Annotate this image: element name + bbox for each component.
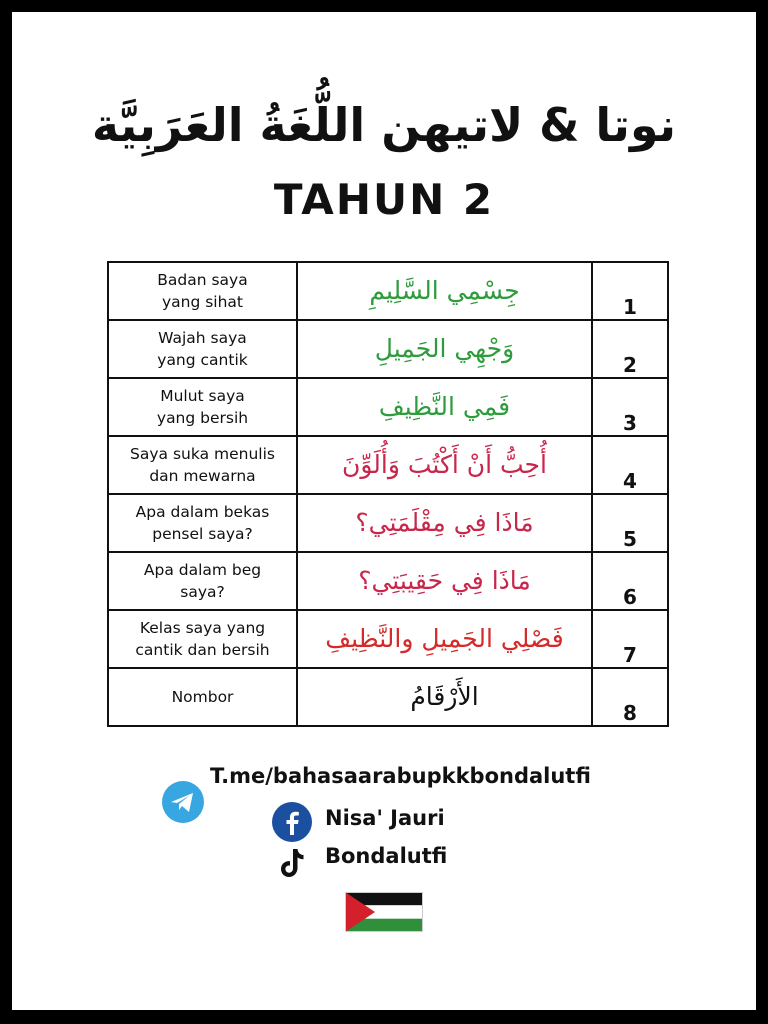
row-number: 3 <box>592 378 668 436</box>
arabic-text: فَصْلِي الجَمِيلِ والنَّظِيفِ <box>297 610 592 668</box>
malay-text: Saya suka menulis dan mewarna <box>108 436 297 494</box>
level-title: TAHUN 2 <box>273 175 495 224</box>
row-number: 1 <box>592 262 668 320</box>
table-row <box>108 320 668 378</box>
row-number: 6 <box>592 552 668 610</box>
malay-text: Apa dalam bekas pensel saya? <box>108 494 297 552</box>
table-row <box>108 436 668 494</box>
malay-text: Wajah saya yang cantik <box>108 320 297 378</box>
arabic-text: الأَرْقَامُ <box>297 668 592 726</box>
row-number: 2 <box>592 320 668 378</box>
table-row <box>108 378 668 436</box>
arabic-text: فَمِي النَّظِيفِ <box>297 378 592 436</box>
facebook-link[interactable]: Nisa' Jauri <box>325 806 445 830</box>
telegram-icon[interactable] <box>162 781 204 823</box>
arabic-text: مَاذَا فِي حَقِيبَتِي؟ <box>297 552 592 610</box>
arabic-text: مَاذَا فِي مِقْلَمَتِي؟ <box>297 494 592 552</box>
tiktok-icon[interactable] <box>278 847 306 879</box>
table-row <box>108 552 668 610</box>
table-row <box>108 668 668 726</box>
arabic-text: أُحِبُّ أَنْ أَكْتُبَ وَأُلَوِّنَ <box>297 436 592 494</box>
malay-text: Kelas saya yang cantik dan bersih <box>108 610 297 668</box>
telegram-link[interactable]: T.me/bahasaarabupkkbondalutfi <box>210 764 591 788</box>
table-row <box>108 262 668 320</box>
facebook-icon[interactable] <box>272 802 312 842</box>
table-row <box>108 494 668 552</box>
malay-text: Nombor <box>108 668 297 726</box>
arabic-text: جِسْمِي السَّلِيمِ <box>297 262 592 320</box>
poster-page <box>12 12 756 1010</box>
arabic-text: وَجْهِي الجَمِيلِ <box>297 320 592 378</box>
malay-text: Badan saya yang sihat <box>108 262 297 320</box>
row-number: 8 <box>592 668 668 726</box>
tiktok-link[interactable]: Bondalutfi <box>325 844 448 868</box>
row-number: 7 <box>592 610 668 668</box>
malay-text: Mulut saya yang bersih <box>108 378 297 436</box>
vocabulary-table <box>107 261 669 727</box>
malay-text: Apa dalam beg saya? <box>108 552 297 610</box>
row-number: 4 <box>592 436 668 494</box>
arabic-title: نوتا & لاتيهن اللُّغَةُ العَرَبِيَّة <box>91 98 677 152</box>
palestine-flag-icon <box>345 892 423 932</box>
table-row <box>108 610 668 668</box>
row-number: 5 <box>592 494 668 552</box>
